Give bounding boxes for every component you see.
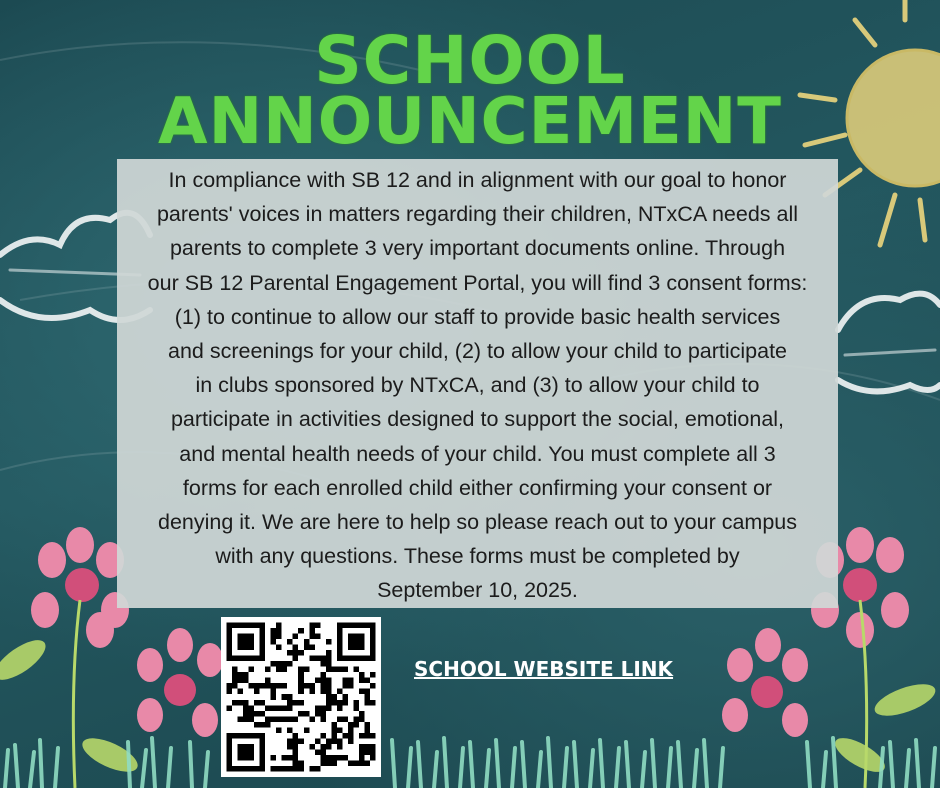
flower-icon	[722, 628, 808, 737]
grass	[5, 738, 935, 788]
title-line-1: SCHOOL	[314, 22, 626, 99]
flower-icon	[31, 527, 129, 648]
flower-icon	[137, 628, 223, 737]
school-website-link[interactable]: SCHOOL WEBSITE LINK	[414, 657, 674, 681]
notice-text: In compliance with SB 12 and in alignment with our goal to honor parents' voices in matters regarding their children, NTxCA needs all parents to complete 3 very important documents online. Through our SB 12 Parental Engagement Portal, you will find 3 consent forms: (1) to continue to allow our staff to provide basic health services and screenings for your child, (2) to allow your child to participate in clubs sponsored by NTxCA, and (3) to allow your child to participate in activities designed to support the social, emotional, and mental health needs of your child. You must complete all 3 forms for each enrolled child either confirming your consent or denying it. We are here to help so please reach out to your campus with any questions. These forms must be completed by September 10, 2025.	[147, 168, 808, 603]
title-line-2: ANNOUNCEMENT	[158, 85, 782, 159]
qr-code-icon[interactable]	[221, 617, 381, 777]
notice-box	[117, 159, 838, 608]
cloud-icon	[838, 294, 940, 392]
